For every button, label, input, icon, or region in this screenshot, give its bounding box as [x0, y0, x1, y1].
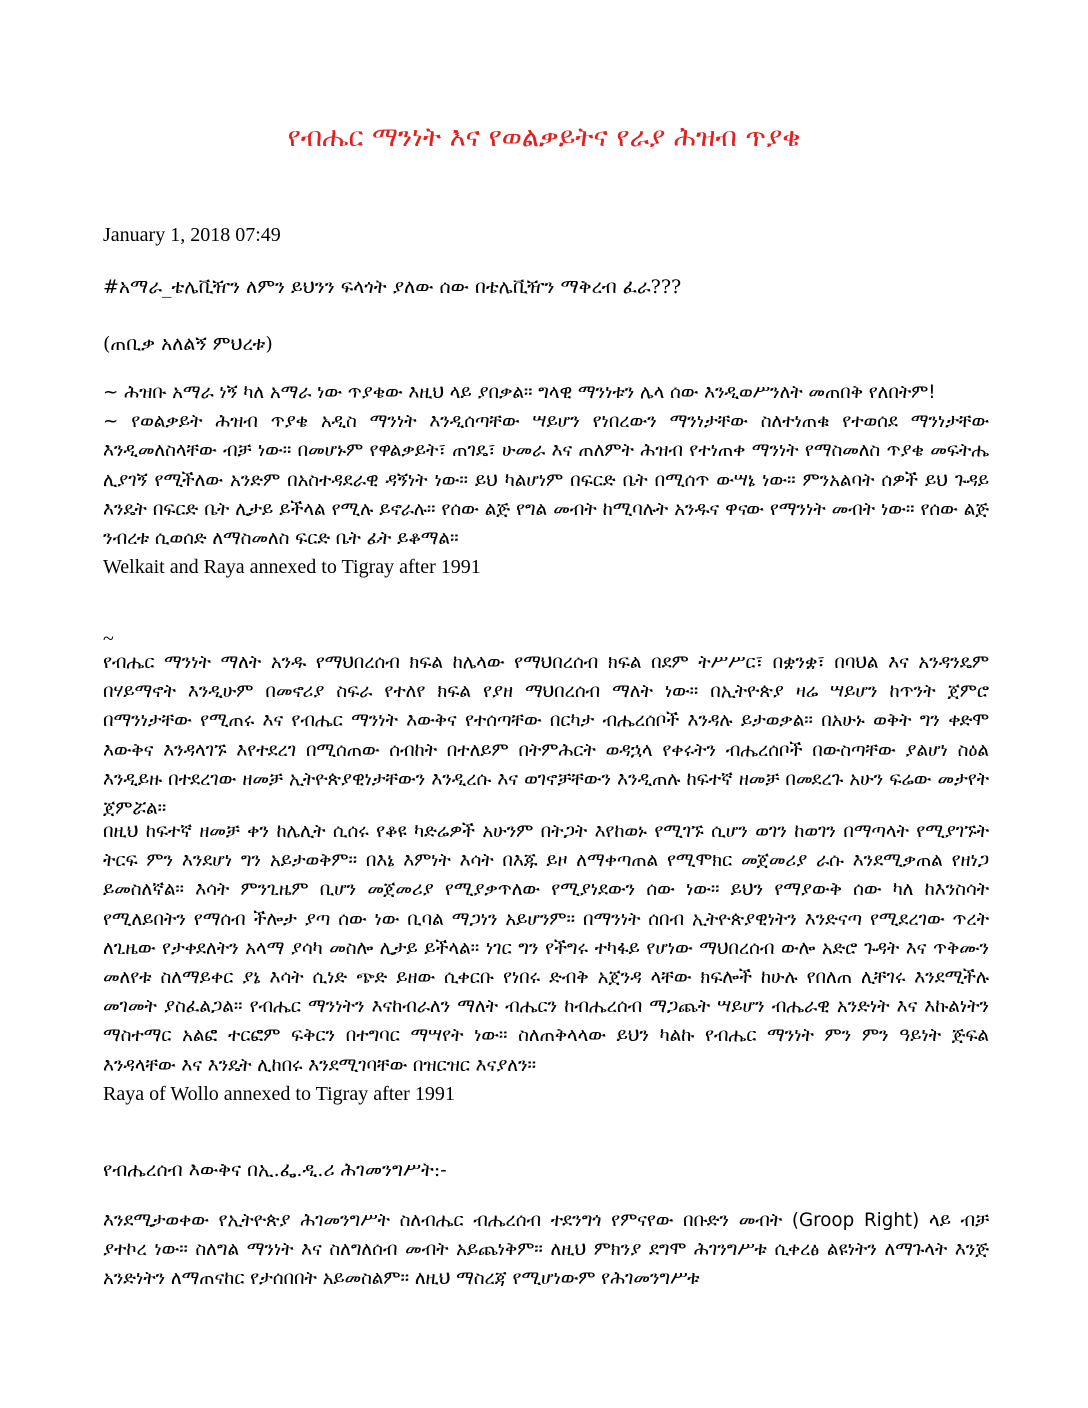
section-subheading: የብሔረሰብ እውቅና በኢ.ፌ.ዲ.ሪ ሕገመንግሥት:- [103, 1159, 447, 1181]
paragraph-3: የብሔር ማንነት ማለት አንዱ የማህበረሰብ ክፍል ከሌላው የማህበረሰብ ክፍል በደም ትሥሥር፣ በቋንቋ፣ በባህል እና አንዳንዴም በሃይማኖት እንዲሁም በመኖሪያ ስፍራ የተለየ ክፍል የያዘ ማህበረሰብ ማለት ነው። በኢትዮጵያ ዛሬ ሣይሆን ከጥንት ጀምሮ በማንነታቸው የሚጠሩ እና የብሔር ማንነት እውቅና የተሰጣቸው በርካታ ብሔረሰቦች እንዳሉ ይታወቃል። በአሁኑ ወቅት ግን ቀድሞ እውቅና እንዳላገኙ እየተደረገ በሚሰጠው ሰብከት በተለይም በትምሕርት ወዳኋላ የቀሩትን ብሔረሰቦች በውስጣቸው ያልሆነ ስዕል እንዲይዙ በተደረገው ዘመቻ ኢትዮጵያዊነታቸውን እንዲረሱ እና ወገኖቻቸውን እንዲጠሉ ከፍተኛ ዘመቻ በመደረጉ አሁን ፍሬው መታየት ጀምሯል። [103, 652, 989, 820]
hashtag-line: #አማራ_ቴሌቪዥን ለምን ይህንን ፍላጎት ያለው ሰው በቴሌቪዥን ማቅረብ ፈራ??? [103, 276, 682, 298]
paragraph-2: ~ የወልቃይት ሕዝብ ጥያቄ አዲስ ማንነት እንዲሰጣቸው ሣይሆን የነበረውን ማንነታቸው ስለተነጠቁ የተወሰደ ማንነታቸው እንዲመለስላቸው ብቻ ነው። በመሆኑም የዋልቃይት፣ ጠገዴ፣ ሁመራ እና ጠለምት ሕዝብ የተነጠቀ ማንነት የማስመለስ ጥያቄ መፍትሔ ሊያገኝ የሚችለው አንድም በአስተዳደራዊ ዳኝነት ነው። ይህ ካልሆነም በፍርድ ቤት በሚሰጥ ውሣኔ ነው። ምንአልባት ሰዎች ይህ ጉዳይ እንዴት በፍርድ ቤት ሊታይ ይችላል የሚሉ ይኖራሉ። የሰው ልጅ የግል መብት ከሚባሉት አንዱና ዋናው የማንነት መብት ነው። የሰው ልጅ ንብረቱ ሲወሰድ ለማስመለስ ፍርድ ቤት ፊት ይቆማል። [103, 411, 989, 550]
body-section [103, 817, 989, 1109]
author-credit: (ጠቢቃ አለልኝ ምህረቱ) [103, 333, 273, 355]
post-date: January 1, 2018 07:49 [103, 224, 281, 246]
paragraph-4: በዚህ ከፍተኛ ዘመቻ ቀን ከሌሊት ሲሰሩ የቆዩ ካድሬዎች አሁንም በትጋት እየከወኑ የሚገኙ ሲሆን ወገን ከወገን በማጣላት የሚያገኙት ትርፍ ምን እንደሆነ ግን አይታወቅም። በእኔ እምነት እሳት በእጁ ይዞ ለማቀጣጠል የሚሞክር መጀመሪያ ራሱ እንደሚቃጠል የዘነጋ ይመስለኛል። እሳት ምንጊዜም ቢሆን መጀመሪያ የሚያቃጥለው የሚያነደውን ሰው ነው። ይህን የማያውቅ ሰው ካለ ከእንስሳት የሚለይበትን የማሰብ ችሎታ ያጣ ሰው ነው ቢባል ማጋነን አይሆንም። በማንነት ሰበብ ኢትዮጵያዊነትን እንድናጣ የሚደረገው ጥረት ለጊዜው የታቀደለትን አላማ ያሳካ መስሎ ሊታይ ይችላል። ነገር ግን የችግሩ ተካፋይ የሆነው ማህበረሰብ ውሎ አድሮ ጉዳት እና ጥቅሙን መለየቱ ስለማይቀር ያኔ እሳት ሲነድ ጭድ ይዘው ሲቀርቡ የነበሩ ድብቅ አጀንዳ ላቸው ክፍሎች ከሁሉ የበለጠ ሊቸገሩ እንደሚችሉ መገመት ያስፈልጋል። የብሔር ማንነትን እናከብራለን ማለት ብሔርን ከብሔረሰብ ማጋጨት ሣይሆን ብሔራዊ አንድነት እና እኩልነትን ማስተማር አልፎ ተርፎም ፍቅርን በተግባር ማሣየት ነው። ስለጠቅላላው ይህን ካልኩ የብሔር ማንነት ምን ምን ዓይነት ጅፍል እንዳላቸው እና እንዴት ሊከበሩ እንደሚገባቸው በዝርዝር እናያለን። [103, 821, 989, 1076]
document-title: የብሔር ማንነት እና የወልቃይትና የራያ ሕዝብ ጥያቄ [287, 122, 801, 153]
image-caption-1: Welkait and Raya annexed to Tigray after 1991 [103, 556, 481, 579]
paragraph-1: ~ ሕዝቡ አማራ ነኝ ካለ አማራ ነው ጥያቄው እዚህ ላይ ያበቃል። ግላዊ ማንነቱን ሌላ ሰው እንዲወሥንለት መጠበቅ የለበትም! [103, 382, 936, 403]
intro-section [103, 378, 989, 582]
tilde-separator: ~ [103, 628, 114, 650]
paragraph-5: እንደሚታወቀው የኢትዮጵያ ሕገመንግሥት ስለብሔር ብሔረሰብ ተደንግጎ የምናየው በቡድን መብት (Groop Right) ላይ ብቻ ያተኮረ ነው። ስለግል ማንነት እና ስለግለሰብ መብት አይጨነቅም። ለዚህ ምክንያ ደግሞ ሕገንግሥቱ ሲቀረፅ ልዩነትን ለማጉላት እንጅ አንድነትን ለማጠናከር የታሰበበት አይመስልም። ለዚህ ማስረጃ የሚሆነውም የሕገመንግሥቱ [103, 1210, 989, 1290]
image-caption-2: Raya of Wollo annexed to Tigray after 1991 [103, 1082, 455, 1105]
